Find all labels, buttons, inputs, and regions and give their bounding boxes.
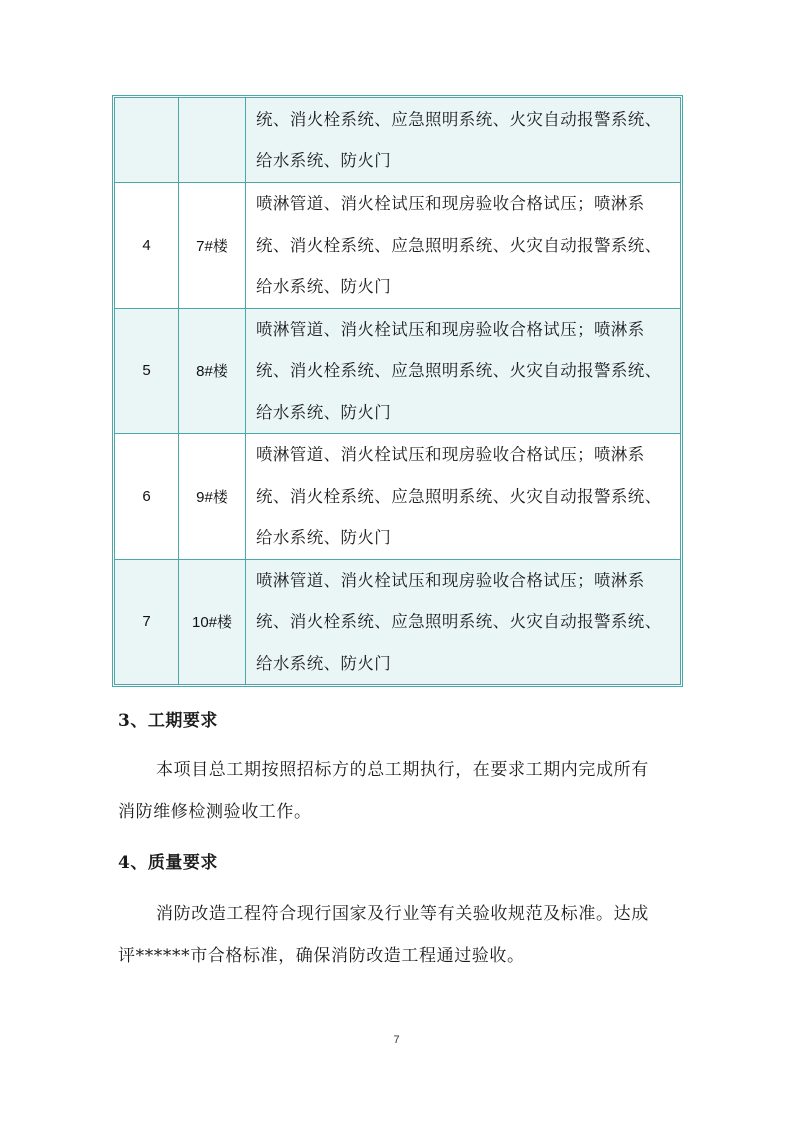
quality-paragraph <box>118 893 678 977</box>
row-building: 10#楼 <box>179 559 246 685</box>
row-description <box>246 559 681 685</box>
desc-line: 喷淋管道、消火栓试压和现房验收合格试压；喷淋系 <box>256 319 645 339</box>
row-description <box>246 98 681 183</box>
row-building: 9#楼 <box>179 434 246 560</box>
paragraph-line: 消防改造工程符合现行国家及行业等有关验收规范及标准。达成 <box>156 904 649 924</box>
desc-line: 给水系统、防火门 <box>256 653 392 673</box>
row-number: 6 <box>115 434 179 560</box>
scope-table <box>112 95 683 687</box>
desc-line: 统、消火栓系统、应急照明系统、火灾自动报警系统、 <box>256 109 662 129</box>
desc-line: 给水系统、防火门 <box>256 151 392 170</box>
desc-line: 统、消火栓系统、应急照明系统、火灾自动报警系统、 <box>256 235 662 255</box>
table-row <box>115 559 681 685</box>
desc-line: 给水系统、防火门 <box>256 528 392 547</box>
schedule-heading: 3、工期要求 <box>118 711 218 731</box>
desc-line: 喷淋管道、消火栓试压和现房验收合格试压；喷淋系 <box>256 570 645 590</box>
row-building: 8#楼 <box>179 308 246 434</box>
row-description <box>246 308 681 434</box>
paragraph-line: 评******市合格标准，确保消防改造工程通过验收。 <box>118 946 525 966</box>
row-description <box>246 434 681 560</box>
row-number: 7 <box>115 559 179 685</box>
desc-line: 给水系统、防火门 <box>256 402 392 422</box>
row-number: 4 <box>115 183 179 309</box>
table-row <box>115 183 681 309</box>
page-number: 7 <box>393 1034 400 1046</box>
desc-line: 给水系统、防火门 <box>256 277 392 296</box>
desc-line: 喷淋管道、消火栓试压和现房验收合格试压；喷淋系 <box>256 445 645 464</box>
row-building: 7#楼 <box>179 183 246 309</box>
row-description <box>246 183 681 309</box>
paragraph-line: 本项目总工期按照招标方的总工期执行，在要求工期内完成所有 <box>156 760 649 780</box>
row-building <box>179 98 246 183</box>
table-row <box>115 98 681 183</box>
table-row <box>115 308 681 434</box>
row-number <box>115 98 179 183</box>
desc-line: 统、消火栓系统、应急照明系统、火灾自动报警系统、 <box>256 361 662 380</box>
paragraph-line: 消防维修检测验收工作。 <box>118 802 312 822</box>
desc-line: 统、消火栓系统、应急照明系统、火灾自动报警系统、 <box>256 612 662 631</box>
table-row <box>115 434 681 560</box>
desc-line: 喷淋管道、消火栓试压和现房验收合格试压；喷淋系 <box>256 194 645 213</box>
schedule-paragraph <box>118 749 678 833</box>
row-number: 5 <box>115 308 179 434</box>
quality-heading: 4、质量要求 <box>118 853 218 873</box>
desc-line: 统、消火栓系统、应急照明系统、火灾自动报警系统、 <box>256 486 662 506</box>
